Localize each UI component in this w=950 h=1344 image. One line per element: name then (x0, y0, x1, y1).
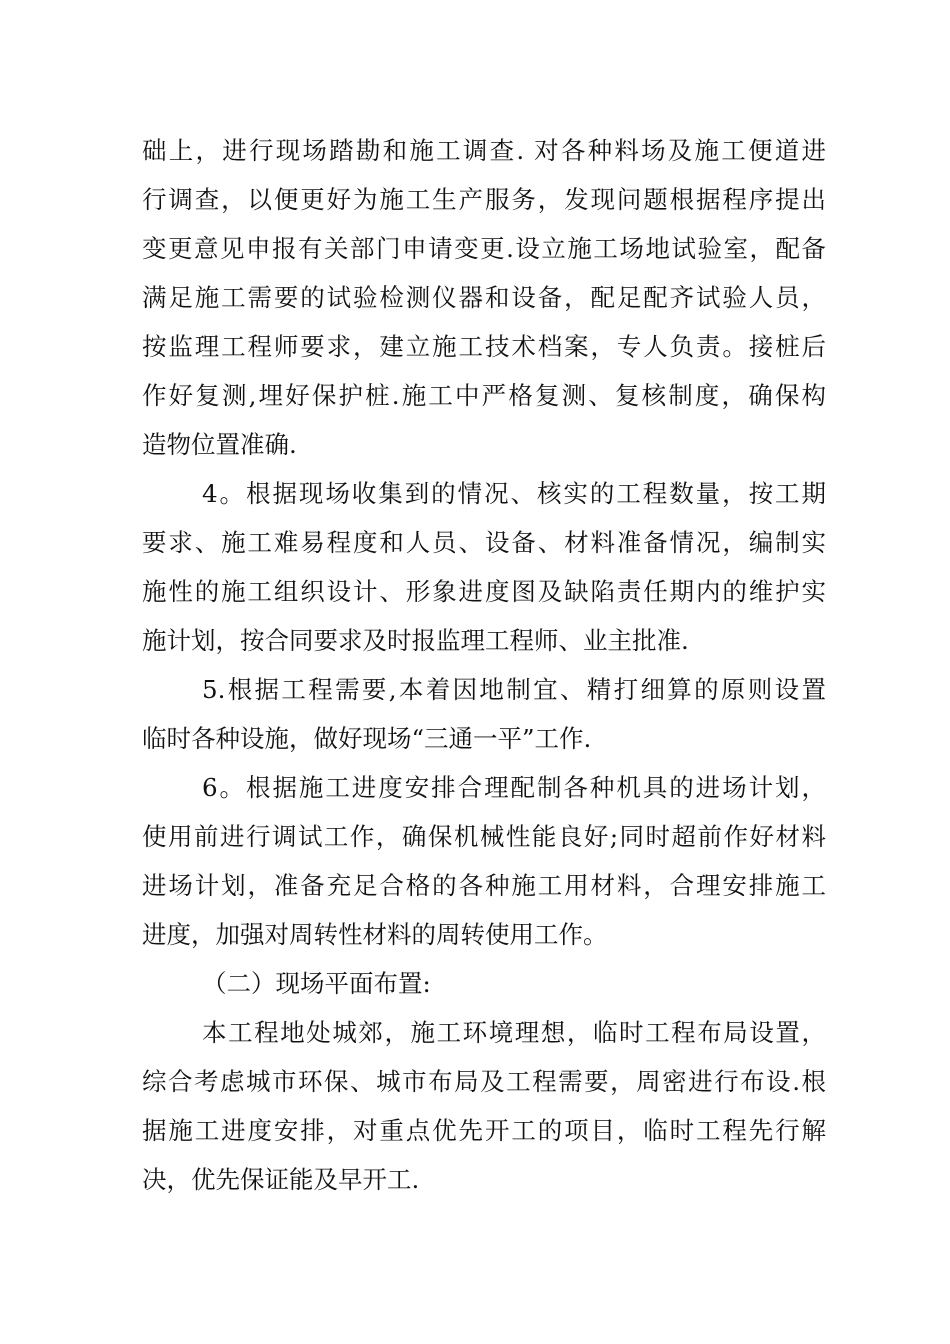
text-line: （二）现场平面布置: (202, 969, 431, 998)
text-line: 行调查，以便更好为施工生产服务，发现问题根据程序提出 (142, 185, 826, 214)
text-line: 决，优先保证能及早开工. (142, 1165, 420, 1194)
paragraph-3 (142, 665, 826, 763)
text-line: 进度，加强对周转性材料的周转使用工作。 (142, 920, 608, 949)
paragraph-2 (142, 469, 826, 665)
text-line: 6。根据施工进度安排合理配制各种机具的进场计划， (202, 773, 826, 802)
text-line: 使用前进行调试工作，确保机械性能良好;同时超前作好材料 (142, 822, 826, 851)
text-line: 作好复测,埋好保护桩.施工中严格复测、复核制度，确保构 (142, 381, 826, 410)
text-line: 按监理工程师要求，建立施工技术档案，专人负责。接桩后 (142, 332, 826, 361)
text-line: 础上，进行现场踏勘和施工调查. 对各种料场及施工便道进 (142, 136, 826, 165)
text-line: 4。根据现场收集到的情况、核实的工程数量，按工期 (202, 479, 826, 508)
text-line: 进场计划，准备充足合格的各种施工用材料，合理安排施工 (142, 871, 826, 900)
text-line: 据施工进度安排，对重点优先开工的项目，临时工程先行解 (142, 1116, 826, 1145)
text-line: 施性的施工组织设计、形象进度图及缺陷责任期内的维护实 (142, 577, 826, 606)
text-line: 变更意见申报有关部门申请变更.设立施工场地试验室，配备 (142, 234, 826, 263)
text-line: 满足施工需要的试验检测仪器和设备，配足配齐试验人员， (142, 283, 826, 312)
text-line: 综合考虑城市环保、城市布局及工程需要，周密进行布设.根 (142, 1067, 826, 1096)
paragraph-4 (142, 763, 826, 959)
text-line: 造物位置准确. (142, 430, 297, 459)
text-line: 5.根据工程需要,本着因地制宜、精打细算的原则设置 (202, 675, 826, 704)
paragraph-6 (142, 1008, 826, 1204)
paragraph-1 (142, 126, 826, 469)
document-body (142, 126, 826, 1204)
section-heading (142, 959, 826, 1008)
text-line: 施计划，按合同要求及时报监理工程师、业主批准. (142, 626, 689, 655)
text-line: 本工程地处城郊，施工环境理想，临时工程布局设置， (202, 1018, 826, 1047)
text-line: 临时各种设施，做好现场“三通一平”工作. (142, 724, 592, 753)
text-line: 要求、施工难易程度和人员、设备、材料准备情况，编制实 (142, 528, 826, 557)
